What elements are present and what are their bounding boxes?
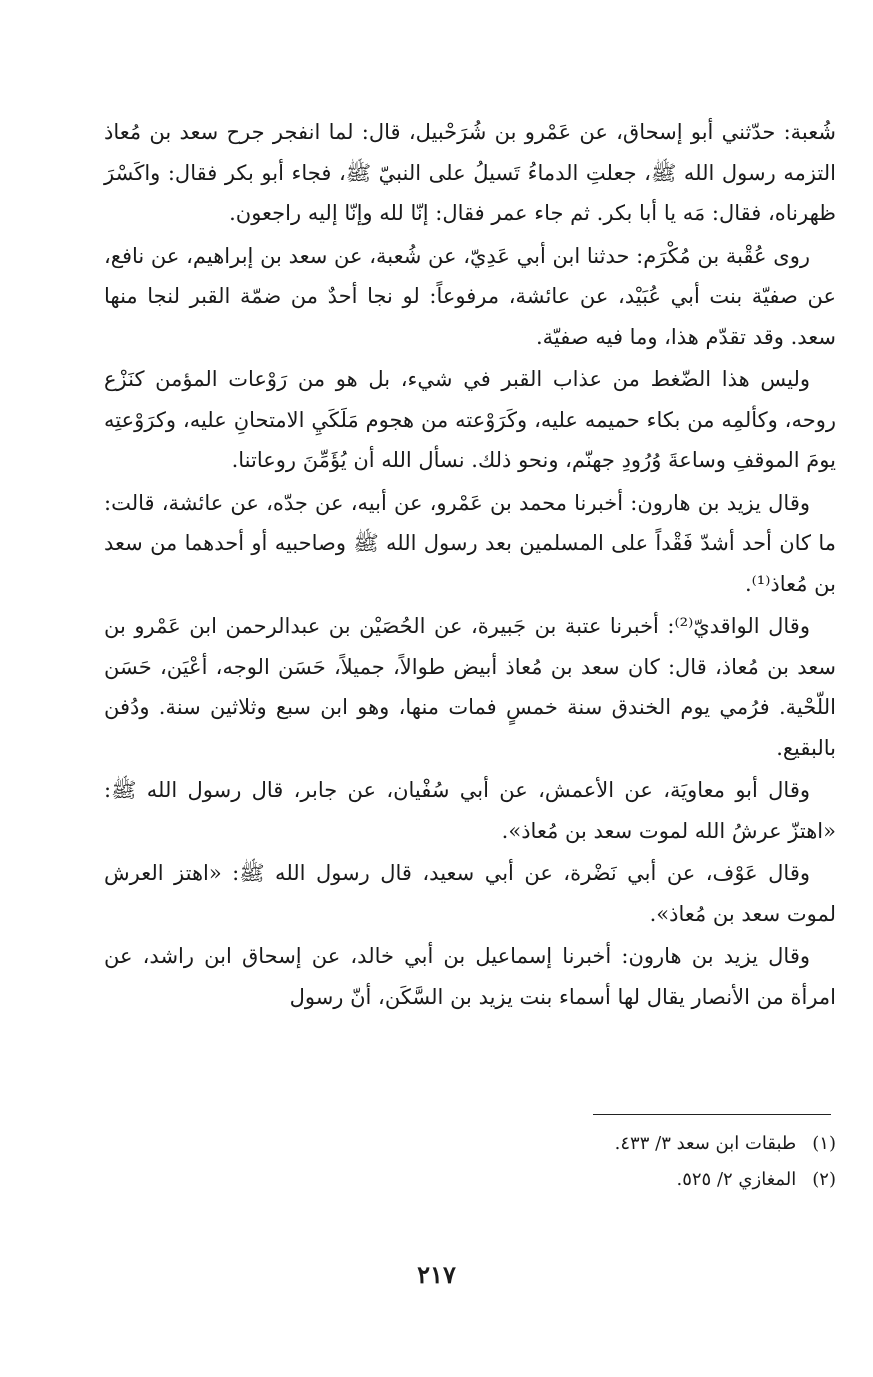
paragraph: وقال الواقديّ⁽²⁾: أخبرنا عتبة بن جَبيرة، عن الحُصَيْن بن عبدالرحمن ابن عَمْرو بن سعد بن مُعاذ، قال: كان سعد بن مُعاذ أبيض طوالاً، جميلاً، حَسَن الوجه، أعْيَن، حَسَن اللّحْية. فرُمي يوم الخندق سنة خمسٍ فمات منها، وهو ابن سبع وثلاثين سنة. ودُفن بالبقيع. [104, 614, 836, 760]
paragraph: وقال أبو معاويَة، عن الأعمش، عن أبي سُفْيان، عن جابر، قال رسول الله ﷺ: «اهتزّ عرشُ الله لموت سعد بن مُعاذ». [104, 778, 836, 843]
footnote-number: (٢) [812, 1169, 836, 1190]
paragraph: وقال يزيد بن هارون: أخبرنا محمد بن عَمْرو، عن أبيه، عن جدّه، عن عائشة، قالت: ما كان أحد أشدّ فَقْداً على المسلمين بعد رسول الله ﷺ وصاحبيه أو أحدهما من سعد بن مُعاذ⁽¹⁾. [104, 490, 836, 596]
paragraph: وليس هذا الضّغط من عذاب القبر في شيء، بل هو من رَوْعات المؤمن كنَزْع روحه، وكألمِه من بكاء حميمه عليه، وكَرَوْعته من هجوم مَلَكَيِ الامتحانِ عليه، وكرَوْعتِه يومَ الموقفِ وساعةَ وُرُودِ جهنّم، ونحو ذلك. نسأل الله أن يُؤَمِّنَ روعاتنا. [104, 367, 836, 472]
footnote-number: (١) [812, 1133, 836, 1154]
page-number: ٢١٧ [417, 1260, 456, 1289]
main-text [104, 112, 836, 1019]
paragraph: وقال يزيد بن هارون: أخبرنا إسماعيل بن أبي خالد، عن إسحاق ابن راشد، عن امرأة من الأنصار يقال لها أسماء بنت يزيد بن السَّكَن، أنّ رسول [104, 944, 836, 1009]
paragraph: روى عُقْبة بن مُكْرَم: حدثنا ابن أبي عَدِيّ، عن شُعبة، عن سعد بن إبراهيم، عن نافع، عن صفيّة بنت أبي عُبَيْد، عن عائشة، مرفوعاً: لو نجا أحدٌ من ضمّة القبر لنجا منها سعد. وقد تقدّم هذا، وما فيه صفيّة. [104, 243, 836, 349]
paragraph: شُعبة: حدّثني أبو إسحاق، عن عَمْرو بن شُرَحْبيل، قال: لما انفجر جرح سعد بن مُعاذ التزمه رسول الله ﷺ، جعلتِ الدماءُ تَسيلُ على النبيّ ﷺ، فجاء أبو بكر فقال: واكَسْرَ ظهرناه، فقال: مَه يا أبا بكر. ثم جاء عمر فقال: إنّا لله وإنّا إليه راجعون. [104, 120, 836, 225]
paragraph: وقال عَوْف، عن أبي نَضْرة، عن أبي سعيد، قال رسول الله ﷺ: «اهتز العرش لموت سعد بن مُعاذ». [104, 861, 836, 926]
footnotes [500, 1126, 836, 1198]
footnote-text: طبقات ابن سعد ٣/ ٤٣٣. [614, 1133, 797, 1154]
footnote-text: المغازي ٢/ ٥٢٥. [676, 1169, 797, 1190]
footnote [500, 1126, 836, 1162]
footnote [500, 1162, 836, 1198]
footnote-divider [593, 1114, 831, 1115]
